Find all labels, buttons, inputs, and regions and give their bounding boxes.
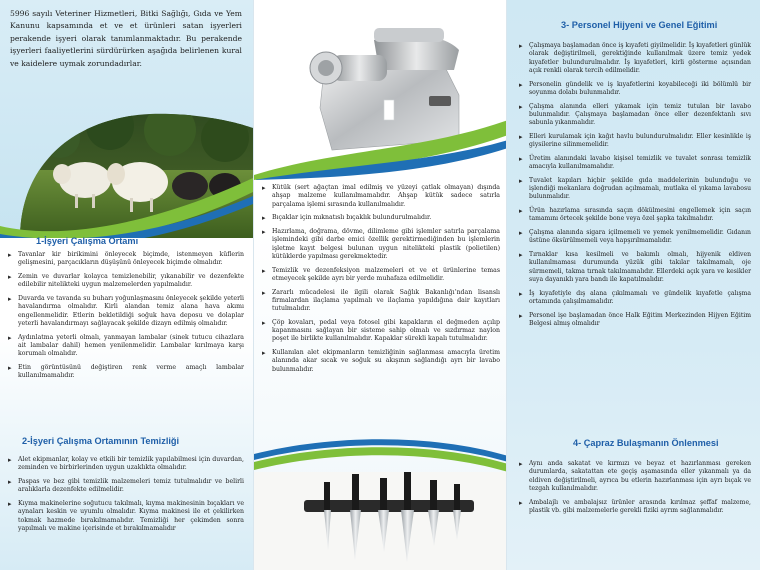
knife-rack-photo [254,432,507,570]
list-item: ▸ Zemin ve duvarlar kolayca temizlenebilir, yıkanabilir ve dezenfekte edilebilir nitelikteki uygun malzemelerden yapılmalıdır. [8,273,244,290]
section3-list [519,42,751,334]
section4-title: 4- Çapraz Bulaşmanın Önlenmesi [573,438,719,448]
list-item: ▸ Ürün hazırlama sırasında saçın dökülmesini engellemek için saçın tamamını örtecek şekilde bone veya özel şapka takılmalıdır. [519,207,751,224]
panel-left [0,0,253,570]
intro-paragraph: 5996 sayılı Veteriner Hizmetleri, Bitki Sağlığı, Gıda ve Yem Kanunu kapsamında et ve et ürünleri satan işyerleri perakende işyeri olarak tanımlanmaktadır. Bu perakende işyerleri faaliyetlerini sürdürürken aşağıda belirlenen kural ve kaidelere uymak zorundadırlar. [10,9,242,68]
panel-middle [253,0,507,570]
list-item: ▸ Paspas ve bez gibi temizlik malzemeleri temiz tutulmalıdır ve belirli aralıklarla dezenfekte edilmelidir. [8,478,244,495]
list-item: ▸ Üretim alanındaki lavabo kişisel temizlik ve tuvalet sonrası temizlik amacıyla kullanılmamalıdır. [519,155,751,172]
section4-list [519,460,751,521]
list-item: ▸ Çalışma alanında sigara içilmemeli ve yemek yenilmemelidir. Gıdanın üstüne öksürülmemeli veya hapşırılmamalıdır. [519,229,751,246]
list-item: ▸ Çöp kovaları, pedal veya fotosel gibi kapakların el değmeden açılıp kapanmasını sağlayan bir sisteme sahip olmalı ve sızdırmaz naylon poşet ile birlikte kullanılmalıdır. Kapaklar sürekli kapalı tutulmalıdır. [262,319,500,344]
list-item: ▸ Kıyma makinelerine soğutucu takılmalı, kıyma makinesinin bıçakları ve aynaları keskin ve uyumlu olmalıdır. Kıyma makinesi ile et çekilirken tokmak hazmede bırakılmamalıdır. Temizliği her çekimden sonra yapılmalı ve makine içerisinde et bırakılmamalıdır [8,500,244,533]
list-item: ▸ Personel işe başlamadan önce Halk Eğitim Merkezinden Hijyen Eğitim Belgesi almış olmalıdır [519,312,751,329]
section1-title: 1-İşyeri Çalışma Ortamı [36,236,139,246]
list-item: ▸ Tavanlar kir birikimini önleyecek biçimde, istenmeyen küflerin gelişmesini, parçacıkların düşüşünü önleyecek biçimde olmalıdır. [8,251,244,268]
list-item: ▸ Hazırlama, doğrama, dövme, dilimleme gibi işlemler satırla parçalama işlemindeki gibi darbe emici özellik gerektirmediğinden bu işlemlerin işletme kayıt belgesi bulunan uygun nitelikteki plastik (polietilen) kütüklerde yapılması gerekmektedir. [262,228,500,261]
list-item: ▸ Tırnaklar kısa kesilmeli ve bakımlı olmalı, hijyenik eldiven kullanılmaması durumunda yüzük gibi takılar takılmamalı, oje sürmemeli, takma tırnak takılmamalıdır. Ellerdeki açık yara ve kesikler suya dayanıklı yara bandı ile kapatılmalıdır. [519,251,751,284]
list-item: ▸ Elleri kurulamak için kağıt havlu bulundurulmalıdır. Eller kesinlikle iş giysilerine silinmemelidir. [519,133,751,150]
list-item: ▸ Bıçaklar için mıknatıslı bıçaklık bulundurulmalıdır. [262,214,500,222]
panel-right [507,0,760,570]
list-item: ▸ Duvarda ve tavanda su buharı yoğunlaşmasını önleyecek şekilde yeterli havalandırma olmalıdır. Kirli alandan temiz alana hava akımı engellenmelidir. Etlerin bekletildiği soğuk hava deposu ve dolaplar yeterli havalandırmayı sağlayacak şekilde dizayn edilmiş olmalıdır. [8,295,244,328]
list-item: ▸ Temizlik ve dezenfeksiyon malzemeleri et ve et ürünlerine temas etmeyecek şekilde ayrı bir yerde muhafaza edilmelidir. [262,267,500,284]
list-item: ▸ Çalışmaya başlamadan önce iş kıyafeti giyilmelidir. İş kıyafetleri günlük olarak değiştirilmeli, gerektiğinde kullanılmak üzere temiz yedek kıyafetler bulundurulmalıdır. İş kıyafetleri, kirli gösterme açısından açık renkli olarak tercih edilmelidir. [519,42,751,75]
section2-list [8,456,244,539]
list-item: ▸ Aynı anda sakatat ve kırmızı ve beyaz et hazırlanması gereken durumlarda, sakatattan ete geçiş aşamasında eller yıkanmalı ya da eldiven değiştirilmeli, ayrıca bu etlerin hazırlanması için ayrı bıçak ve tezgah kullanılmalıdır. [519,460,751,493]
list-item: ▸ Alet ekipmanlar, kolay ve etkili bir temizlik yapılabilmesi için duvardan, zeminden ve birbirlerinden uygun uzaklıkta olmalıdır. [8,456,244,473]
list-item: ▸ Aydınlatma yeterli olmalı, yanmayan lambalar (sinek tutucu cihazlara ait lambalar dahil) hemen yenilenmelidir. Lambalar kırılmaya karşı korumalı olmalıdır. [8,334,244,359]
list-item: ▸ Tuvalet kapıları hiçbir şekilde gıda maddelerinin bulunduğu ve işlendiği mekanlara doğrudan açılmamalı, mutlaka el yıkama lavabosu bulunmalıdır. [519,177,751,202]
section3-title: 3- Personel Hijyeni ve Genel Eğitimi [561,20,718,30]
list-item: ▸ Çalışma alanında elleri yıkamak için temiz tutulan bir lavabo bulunmalıdır. Çalışmaya başlamadan önce eller dezenfektanlı sıvı sabunla yıkanmalıdır. [519,103,751,128]
section1-list [8,251,244,386]
list-item: ▸ Kullanılan alet ekipmanların temizliğinin sağlanması amacıyla üretim alanında akar sıcak ve soğuk su akışının sağlandığı ayrı bir lavabo bulunmalıdır. [262,349,500,374]
section2-title: 2-İşyeri Çalışma Ortamının Temizliği [22,436,180,446]
panel2-list [262,184,500,379]
list-item: ▸ İş kıyafetiyle dış alana çıkılmamalı ve gündelik kıyafetle çalışma ortamında çalışılmamalıdır. [519,290,751,307]
meat-grinder-photo [254,0,507,180]
list-item: ▸ Personelin gündelik ve iş kıyafetlerini koyabileceği iki bölümlü bir soyunma dolabı bulunmalıdır. [519,81,751,98]
list-item: ▸ Kütük (sert ağaçtan imal edilmiş ve yüzeyi çatlak olmayan) dışında ahşap malzeme kullanılmamalıdır. Ahşap kütük sadece satırla parçalama işlemi sırasında kullanılmalıdır. [262,184,500,209]
sheep-photo [0,108,253,238]
list-item: ▸ Etin görüntüsünü değiştiren renk verme amaçlı lambalar kullanılmamalıdır. [8,364,244,381]
list-item: ▸ Ambalajlı ve ambalajsız ürünler arasında kırılmaz şeffaf malzeme, plastik vb. gibi malzemelerle gerekli fiziki ayrım sağlanmalıdır. [519,499,751,516]
list-item: ▸ Zararlı mücadelesi ile ilgili olarak Sağlık Bakanlığı’ndan lisanslı firmalardan ilaçlama yapılmalı ve ilaçlama yapıldığına dair kayıtları tutulmalıdır. [262,289,500,314]
